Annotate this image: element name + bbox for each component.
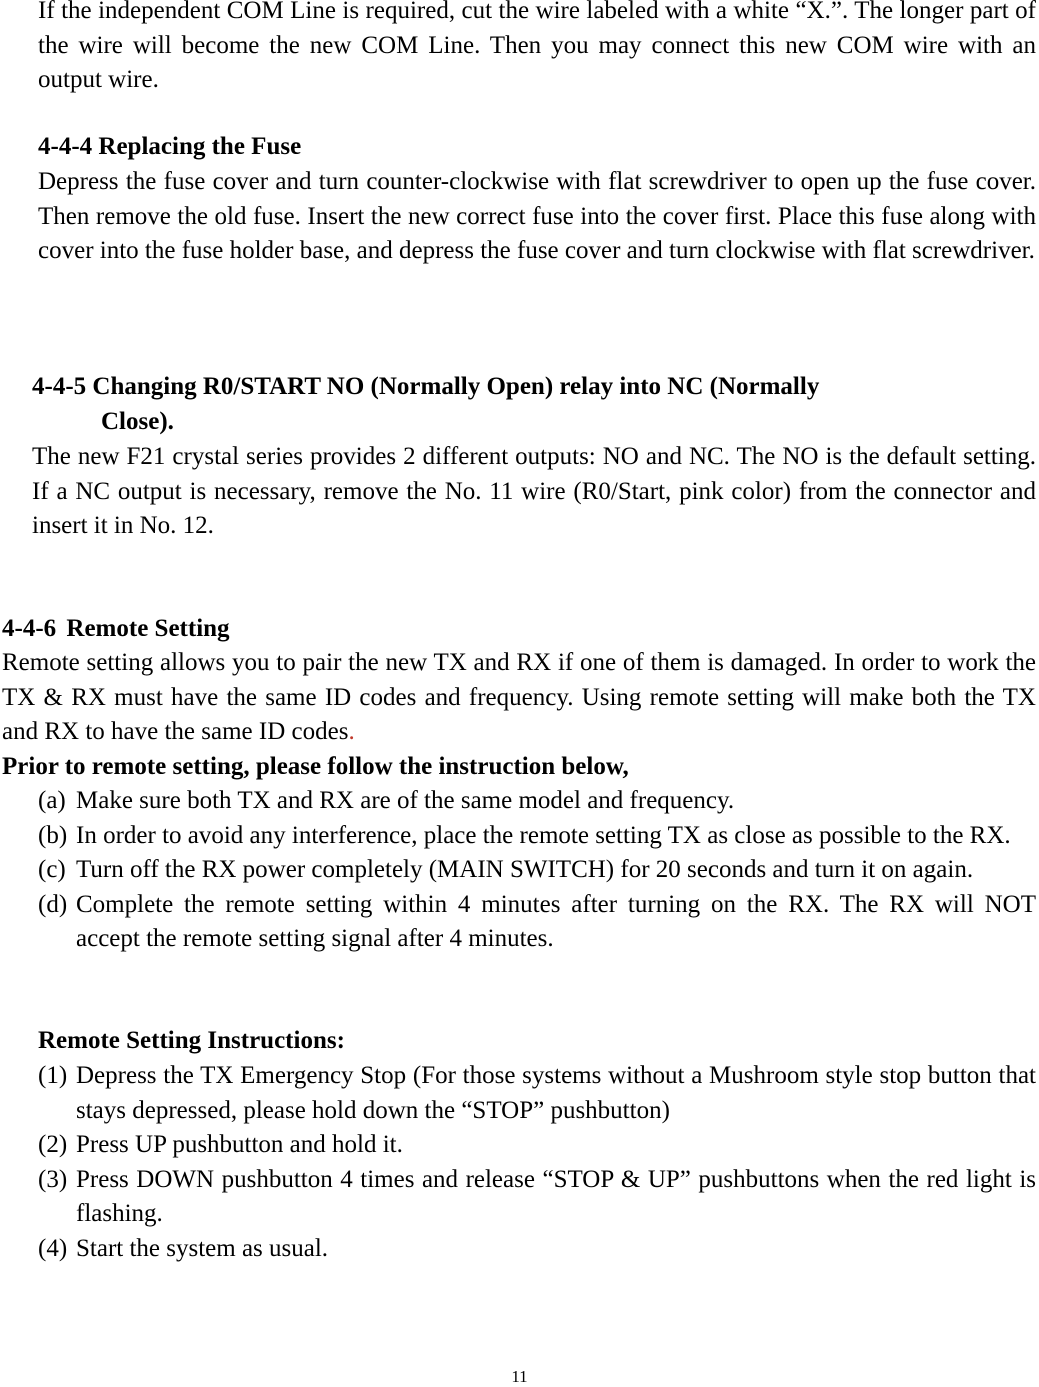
list-item-label: (c) bbox=[38, 856, 66, 883]
list-item bbox=[38, 1128, 1036, 1163]
section-445-title-line2: Close). bbox=[101, 407, 174, 435]
section-446-body-end: . bbox=[348, 718, 355, 745]
section-445-number: 4-4-5 bbox=[32, 373, 87, 400]
list-item-label: (d) bbox=[38, 890, 68, 918]
section-445-heading bbox=[32, 370, 1036, 439]
prior-list bbox=[38, 784, 1036, 957]
list-item-text: Press DOWN pushbutton 4 times and release “STOP & UP” pushbuttons when the red light is flashing. bbox=[76, 1165, 1036, 1227]
list-item-text: Depress the TX Emergency Stop (For those systems without a Mushroom style stop button that stays depressed, please hold down the “STOP” pushbutton) bbox=[76, 1062, 1036, 1124]
list-item-text: Start the system as usual. bbox=[76, 1234, 329, 1262]
list-item-text: Turn off the RX power completely (MAIN SWITCH) for 20 seconds and turn it on again. bbox=[76, 856, 974, 883]
section-445-body: The new F21 crystal series provides 2 different outputs: NO and NC. The NO is the default setting. If a NC output is necessary, remove the No. 11 wire (R0/Start, pink color) from the connector and insert it in No. 12. bbox=[32, 443, 1036, 539]
list-item-label: (1) bbox=[38, 1062, 68, 1089]
list-item bbox=[38, 784, 1036, 819]
section-446-title: Remote Setting bbox=[66, 615, 230, 642]
section-446-heading bbox=[2, 612, 1036, 647]
list-item bbox=[38, 853, 1036, 888]
section-446-body-text: Remote setting allows you to pair the new TX and RX if one of them is damaged. In order to work the TX & RX must have the same ID codes and frequency. Using remote setting will make both the TX and RX to have the same ID codes bbox=[2, 649, 1036, 745]
prior-heading: Prior to remote setting, please follow the instruction below, bbox=[2, 753, 629, 780]
com-line-paragraph: If the independent COM Line is required, cut the wire labeled with a white “X.”. The longer part of the wire will become the new COM Line. Then you may connect this new COM wire with an output wire. bbox=[38, 0, 1036, 93]
list-item-text: Complete the remote setting within 4 minutes after turning on the RX. The RX will NOT accept the remote setting signal after 4 minutes. bbox=[76, 890, 1036, 952]
instructions-heading: Remote Setting Instructions: bbox=[38, 1027, 345, 1054]
list-item-label: (2) bbox=[38, 1131, 68, 1158]
section-445-title-line1: Changing R0/START NO (Normally Open) relay into NC (Normally bbox=[92, 373, 820, 400]
page-number: 11 bbox=[511, 1367, 528, 1386]
list-item-label: (4) bbox=[38, 1234, 68, 1262]
list-item-text: In order to avoid any interference, place the remote setting TX as close as possible to the RX. bbox=[76, 821, 1011, 849]
list-item-label: (3) bbox=[38, 1165, 68, 1193]
list-item bbox=[38, 1163, 1036, 1232]
list-item-label: (b) bbox=[38, 821, 68, 849]
section-446-body bbox=[2, 646, 1036, 750]
list-item-text: Press UP pushbutton and hold it. bbox=[76, 1131, 403, 1158]
section-444-body: Depress the fuse cover and turn counter-clockwise with flat screwdriver to open up the fuse cover. Then remove the old fuse. Insert the new correct fuse into the cover first. Place this fuse along with cover into the fuse holder base, and depress the fuse cover and turn clockwise with flat screwdriver. bbox=[38, 168, 1036, 264]
section-444-heading: 4-4-4 Replacing the Fuse bbox=[38, 133, 302, 160]
list-item bbox=[38, 819, 1036, 854]
instructions-list bbox=[38, 1059, 1036, 1266]
list-item bbox=[38, 888, 1036, 957]
list-item-text: Make sure both TX and RX are of the same model and frequency. bbox=[76, 787, 735, 814]
list-item bbox=[38, 1232, 1036, 1267]
list-item bbox=[38, 1059, 1036, 1128]
list-item-label: (a) bbox=[38, 787, 66, 814]
section-446-number: 4-4-6 bbox=[2, 615, 57, 642]
